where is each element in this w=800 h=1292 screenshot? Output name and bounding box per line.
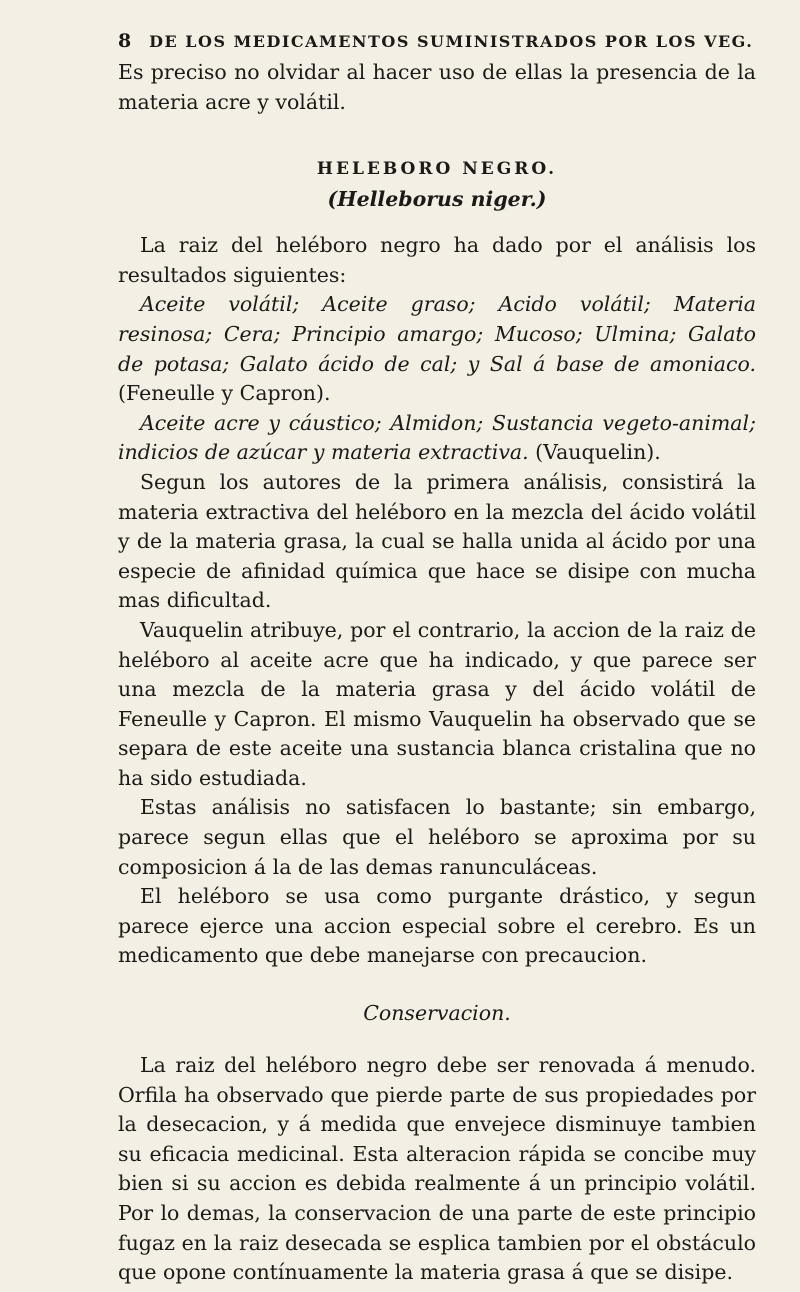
running-head-title: DE LOS MEDICAMENTOS SUMINISTRADOS POR LOS VEG. bbox=[149, 32, 754, 51]
paragraph-vauquelin: Vauquelin atribuye, por el contrario, la accion de la raiz de heléboro al aceite acre que ha indicado, y que parece ser una mezcla de la materia grasa y del ácido volátil de Feneulle y Capron. El mismo Vauquelin ha observado que se separa de este aceite una sustancia blanca cristalina que no ha sido estudiada. bbox=[118, 617, 756, 790]
section-title: HELEBORO NEGRO. bbox=[316, 159, 558, 180]
paragraph-conservation: La raiz del heléboro negro debe ser renovada á menudo. Orfila ha observado que pierde parte de sus propiedades por la desecacion, y á medida que envejece disminuye tambien su eficacia medicinal. Esta alteracion rápida se concibe muy bien si su accion es debida realmente á un principio volátil. Por lo demas, la conservacion de una parte de este principio fugaz en la raiz desecada se esplica tambien por el obstáculo que opone contínuamente la materia grasa á que se disipe. bbox=[118, 1053, 756, 1285]
running-head bbox=[118, 30, 756, 52]
paragraph-analysis-intro: La raiz del heléboro negro ha dado por el análisis los resultados siguientes: bbox=[118, 233, 756, 287]
intro-paragraph: Es preciso no olvidar al hacer uso de ellas la presencia de la materia acre y volátil. bbox=[118, 60, 756, 114]
citation-vauquelin: (Vauquelin). bbox=[528, 440, 661, 465]
paragraph-composition-feneulle bbox=[118, 290, 756, 408]
paragraph-ranunculaceae: Estas análisis no satisfacen lo bastante; sin embargo, parece segun ellas que el heléboro se aproxima por su composicion á la de las demas ranunculáceas. bbox=[118, 795, 756, 879]
paragraph-purgative: El heléboro se usa como purgante drástico, y segun parece ejerce una accion especial sobre el cerebro. Es un medicamento que debe manejarse con precaucion. bbox=[118, 884, 756, 968]
section-latin-name: (Helleborus niger.) bbox=[327, 187, 547, 212]
page-number: 8 bbox=[118, 30, 132, 52]
citation-feneulle: (Feneulle y Capron). bbox=[118, 381, 331, 406]
paragraph-composition-vauquelin bbox=[118, 409, 756, 468]
composition-list-feneulle: Aceite volátil; Aceite graso; Acido volátil; Materia resinosa; Cera; Principio amargo; Mucoso; Ulmina; Galato de potasa; Galato ácido de cal; y Sal á base de amoniaco. bbox=[118, 292, 756, 376]
paragraph-extractive-matter: Segun los autores de la primera análisis, consistirá la materia extractiva del heléboro en la mezcla del ácido volátil y de la materia grasa, la cual se halla unida al ácido por una especie de afinidad química que hace se disipe con mucha mas dificultad. bbox=[118, 469, 756, 613]
conservation-heading: Conservacion. bbox=[363, 1001, 511, 1026]
composition-list-vauquelin: Aceite acre y cáustico; Almidon; Sustancia vegeto-animal; indicios de azúcar y materia extractiva. bbox=[118, 410, 756, 465]
